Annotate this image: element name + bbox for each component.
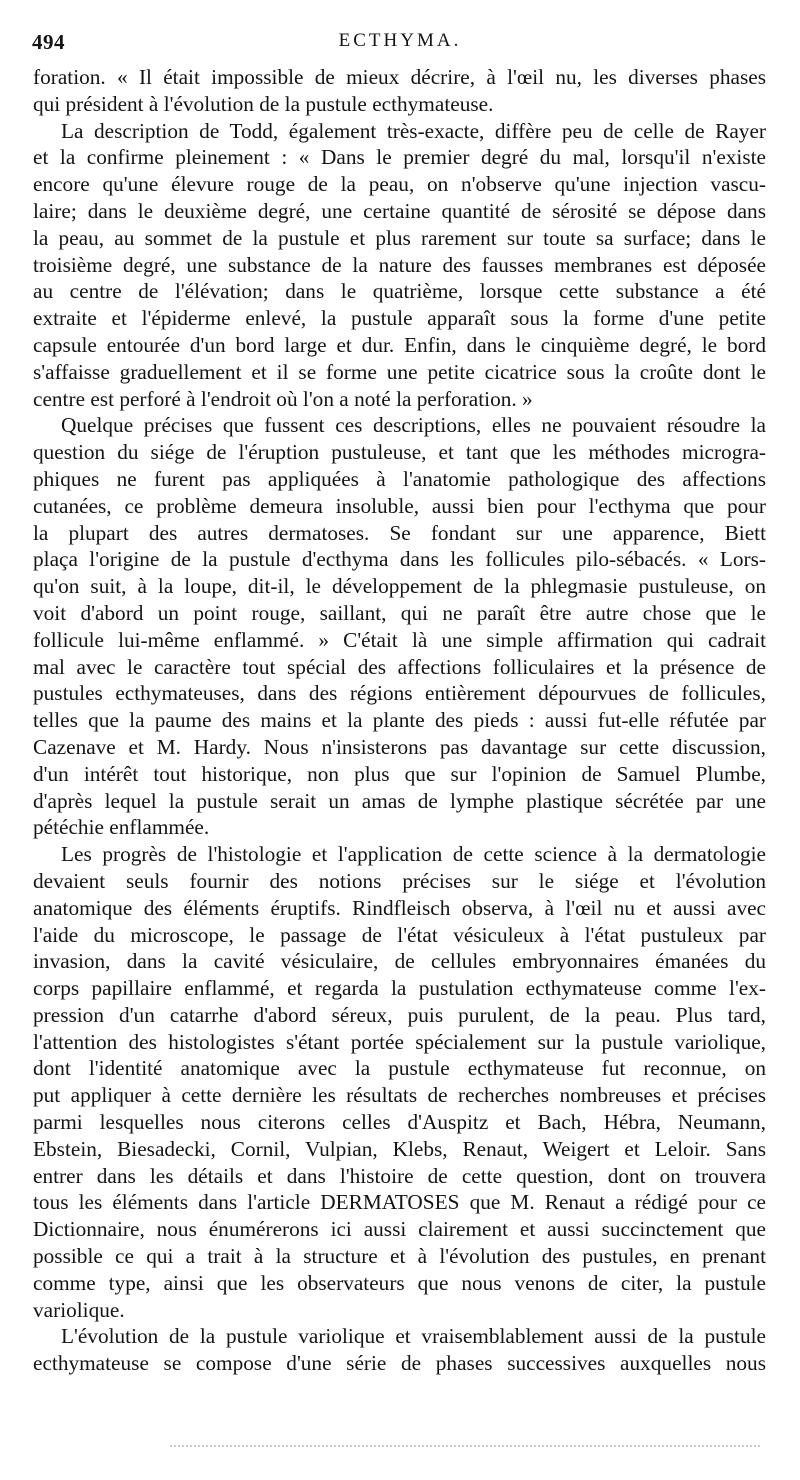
text-line: Ebstein, Biesadecki, Cornil, Vulpian, Klebs, Renaut, Weigert et Leloir. Sans	[33, 1136, 766, 1161]
text-line: possible ce qui a trait à la structure et à l'évolution des pustules, en prenant	[33, 1244, 766, 1269]
text-line: foration. « Il était impossible de mieux décrire, à l'œil nu, les diverses phases	[33, 65, 766, 89]
text-line: pétéchie enflammée.	[33, 815, 210, 840]
text-line: mal avec le caractère tout spécial des affections folliculaires et la présence de	[33, 654, 766, 679]
text-line: d'après lequel la pustule serait un amas de lymphe plastique sécrétée par une	[33, 788, 766, 813]
text-line: qui président à l'évolution de la pustule ecthymateuse.	[33, 91, 494, 116]
text-line: troisième degré, une substance de la nature des fausses membranes est déposée	[33, 252, 766, 277]
paragraph-start-line: L'évolution de la pustule variolique et vraisemblablement aussi de la pustule	[61, 1324, 766, 1349]
text-line: phiques ne furent pas appliquées à l'anatomie pathologique des affections	[33, 466, 766, 491]
text-line: la plupart des autres dermatoses. Se fondant sur une apparence, Biett	[33, 520, 766, 545]
text-line: extraite et l'épiderme enlevé, la pustule apparaît sous la forme d'une petite	[33, 306, 766, 331]
page-number: 494	[32, 30, 65, 54]
text-line: encore qu'une élevure rouge de la peau, on n'observe qu'une injection vascu-	[33, 172, 766, 197]
text-line: cutanées, ce problème demeura insoluble, aussi bien pour l'ecthyma que pour	[33, 493, 766, 518]
text-line: plaça l'origine de la pustule d'ecthyma dans les follicules pilo-sébacés. « Lors-	[33, 547, 766, 572]
text-line: la peau, au sommet de la pustule et plus rarement sur toute sa surface; dans le	[33, 225, 766, 250]
text-line: centre est perforé à l'endroit où l'on a noté la perforation. »	[33, 386, 533, 411]
paragraph-start-line: Les progrès de l'histologie et l'application de cette science à la dermatologie	[61, 842, 766, 867]
text-line: au centre de l'élévation; dans le quatrième, lorsque cette substance a été	[33, 279, 766, 304]
running-title: ECTHYMA.	[338, 30, 462, 51]
text-line: put appliquer à cette dernière les résultats de recherches nombreuses et précises	[33, 1083, 766, 1108]
text-line: ecthymateuse se compose d'une série de phases successives auxquelles nous	[33, 1351, 766, 1376]
text-line: invasion, dans la cavité vésiculaire, de cellules embryonnaires émanées du	[33, 949, 766, 974]
text-line: variolique.	[33, 1297, 125, 1322]
text-line: Cazenave et M. Hardy. Nous n'insisterons pas davantage sur cette discussion,	[33, 734, 766, 759]
paragraph-start-line: Quelque précises que fussent ces descriptions, elles ne pouvaient résoudre la	[61, 413, 766, 438]
text-line: telles que la paume des mains et la plante des pieds : aussi fut-elle réfutée par	[33, 708, 766, 733]
text-line: corps papillaire enflammé, et regarda la pustulation ecthymateuse comme l'ex-	[33, 976, 766, 1001]
text-line: laire; dans le deuxième degré, une certaine quantité de sérosité se dépose dans	[33, 198, 766, 223]
text-line: dont l'identité anatomique avec la pustule ecthymateuse fut reconnue, on	[33, 1056, 766, 1081]
text-line: d'un intérêt tout historique, non plus que sur l'opinion de Samuel Plumbe,	[33, 761, 766, 786]
text-line: pustules ecthymateuses, dans des régions entièrement dépourvues de follicules,	[33, 681, 766, 706]
text-line: et la confirme pleinement : « Dans le premier degré du mal, lorsqu'il n'existe	[33, 145, 766, 170]
paragraph-start-line: La description de Todd, également très-exacte, diffère peu de celle de Rayer	[61, 118, 766, 143]
text-line: question du siége de l'éruption pustuleuse, et tant que les méthodes microgra-	[33, 440, 766, 465]
body-text	[33, 64, 766, 1377]
text-line: comme type, ainsi que les observateurs que nous venons de citer, la pustule	[33, 1270, 766, 1295]
text-line: devaient seuls fournir des notions précises sur le siége et l'évolution	[33, 868, 766, 893]
text-line: voit d'abord un point rouge, saillant, qui ne paraît être autre chose que le	[33, 600, 766, 625]
text-line: anatomique des éléments éruptifs. Rindfleisch observa, à l'œil nu et aussi avec	[33, 895, 766, 920]
text-line: Dictionnaire, nous énumérerons ici aussi clairement et aussi succinctement que	[33, 1217, 766, 1242]
page-bottom-specks	[170, 1445, 760, 1451]
text-line: parmi lesquelles nous citerons celles d'Auspitz et Bach, Hébra, Neumann,	[33, 1110, 766, 1135]
text-line: l'aide du microscope, le passage de l'état vésiculeux à l'état pustuleux par	[33, 922, 766, 947]
text-line: qu'on suit, à la loupe, dit-il, le développement de la phlegmasie pustuleuse, on	[33, 574, 766, 599]
running-head	[32, 30, 768, 56]
text-line: entrer dans les détails et dans l'histoire de cette question, dont on trouvera	[33, 1163, 766, 1188]
text-line: pression d'un catarrhe d'abord séreux, puis purulent, de la peau. Plus tard,	[33, 1002, 766, 1027]
text-line: tous les éléments dans l'article DERMATOSES que M. Renaut a rédigé pour ce	[33, 1190, 766, 1215]
text-line: s'affaisse graduellement et il se forme une petite cicatrice sous la croûte dont le	[33, 359, 766, 384]
text-line: capsule entourée d'un bord large et dur. Enfin, dans le cinquième degré, le bord	[33, 332, 766, 357]
text-line: l'attention des histologistes s'étant portée spécialement sur la pustule variolique,	[33, 1029, 766, 1054]
text-line: follicule lui-même enflammé. » C'était là une simple affirmation qui cadrait	[33, 627, 766, 652]
